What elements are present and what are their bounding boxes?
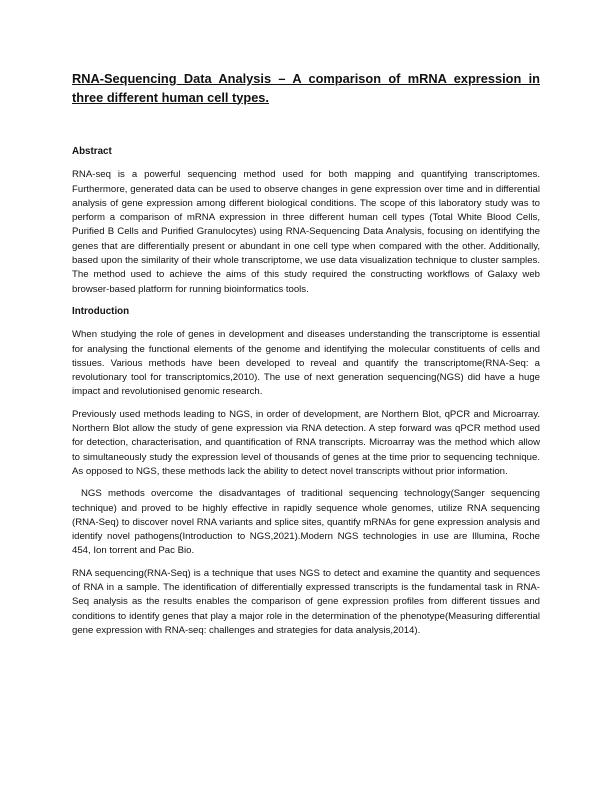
abstract-heading: Abstract: [72, 146, 112, 157]
introduction-paragraph-3: NGS methods overcome the disadvantages of traditional sequencing technology(Sanger sequencing technique) and proved to be highly effective in rapidly sequence whole genomes, utilize RNA sequencing (RNA-Seq) to discover novel RNA variants and splice sites, quantify mRNAs for gene expression analysis and identify novel pathogens(Introduction to NGS,2021).Modern NGS technologies in use are Illumina, Roche 454, Ion torrent and Pac Bio.: [72, 488, 540, 557]
document-page: [72, 70, 540, 638]
introduction-paragraph-4: RNA sequencing(RNA-Seq) is a technique that uses NGS to detect and examine the quantity and sequences of RNA in a sample. The identification of differentially expressed transcripts is the fundamental task in RNA-Seq analysis as the results enables the comparison of gene expression profiles from different tissues and conditions to identify genes that play a major role in the determination of the phenotype(Measuring differential gene expression with RNA-seq: challenges and strategies for data analysis,2014).: [72, 567, 540, 636]
introduction-paragraph-1: When studying the role of genes in development and diseases understanding the transcriptome is essential for analysing the functional elements of the genome and identifying the molecular constituents of cells and tissues. Various methods have been developed to reveal and quantify the transcriptome(RNA-Seq: a revolutionary tool for transcriptomics,2010). The use of next generation sequencing(NGS) did have a huge impact and revolutionised genomic research.: [72, 329, 540, 398]
abstract-paragraph: RNA-seq is a powerful sequencing method used for both mapping and quantifying transcriptomes. Furthermore, generated data can be used to observe changes in gene expression over time and in differential analysis of gene expression among different biological conditions. The scope of this laboratory study was to perform a comparison of mRNA expression in three different human cell types (Total White Blood Cells, Purified B Cells and Purified Granulocytes) using RNA-Sequencing Data Analysis, focusing on identifying the genes that are differentially present or abundant in one cell type when compared with the other. Additionally, based upon the similarity of their whole transcriptome, we use data visualization technique to cluster samples. The method used to achieve the aims of this study required the constructing workflows of Galaxy web browser-based platform for running bioinformatics tools.: [72, 169, 540, 295]
document-title: RNA-Sequencing Data Analysis – A comparison of mRNA expression in three different human cell types.: [72, 71, 540, 105]
introduction-paragraph-2: Previously used methods leading to NGS, in order of development, are Northern Blot, qPCR and Microarray. Northern Blot allow the study of gene expression via RNA detection. A step forward was qPCR method used for detection, characterisation, and quantification of RNA transcripts. Microarray was the method which allow to simultaneously study the expression level of thousands of genes at the time prior to sequencing technique. As opposed to NGS, these methods lack the ability to detect novel transcripts without prior information.: [72, 408, 540, 477]
introduction-heading: Introduction: [72, 305, 130, 317]
